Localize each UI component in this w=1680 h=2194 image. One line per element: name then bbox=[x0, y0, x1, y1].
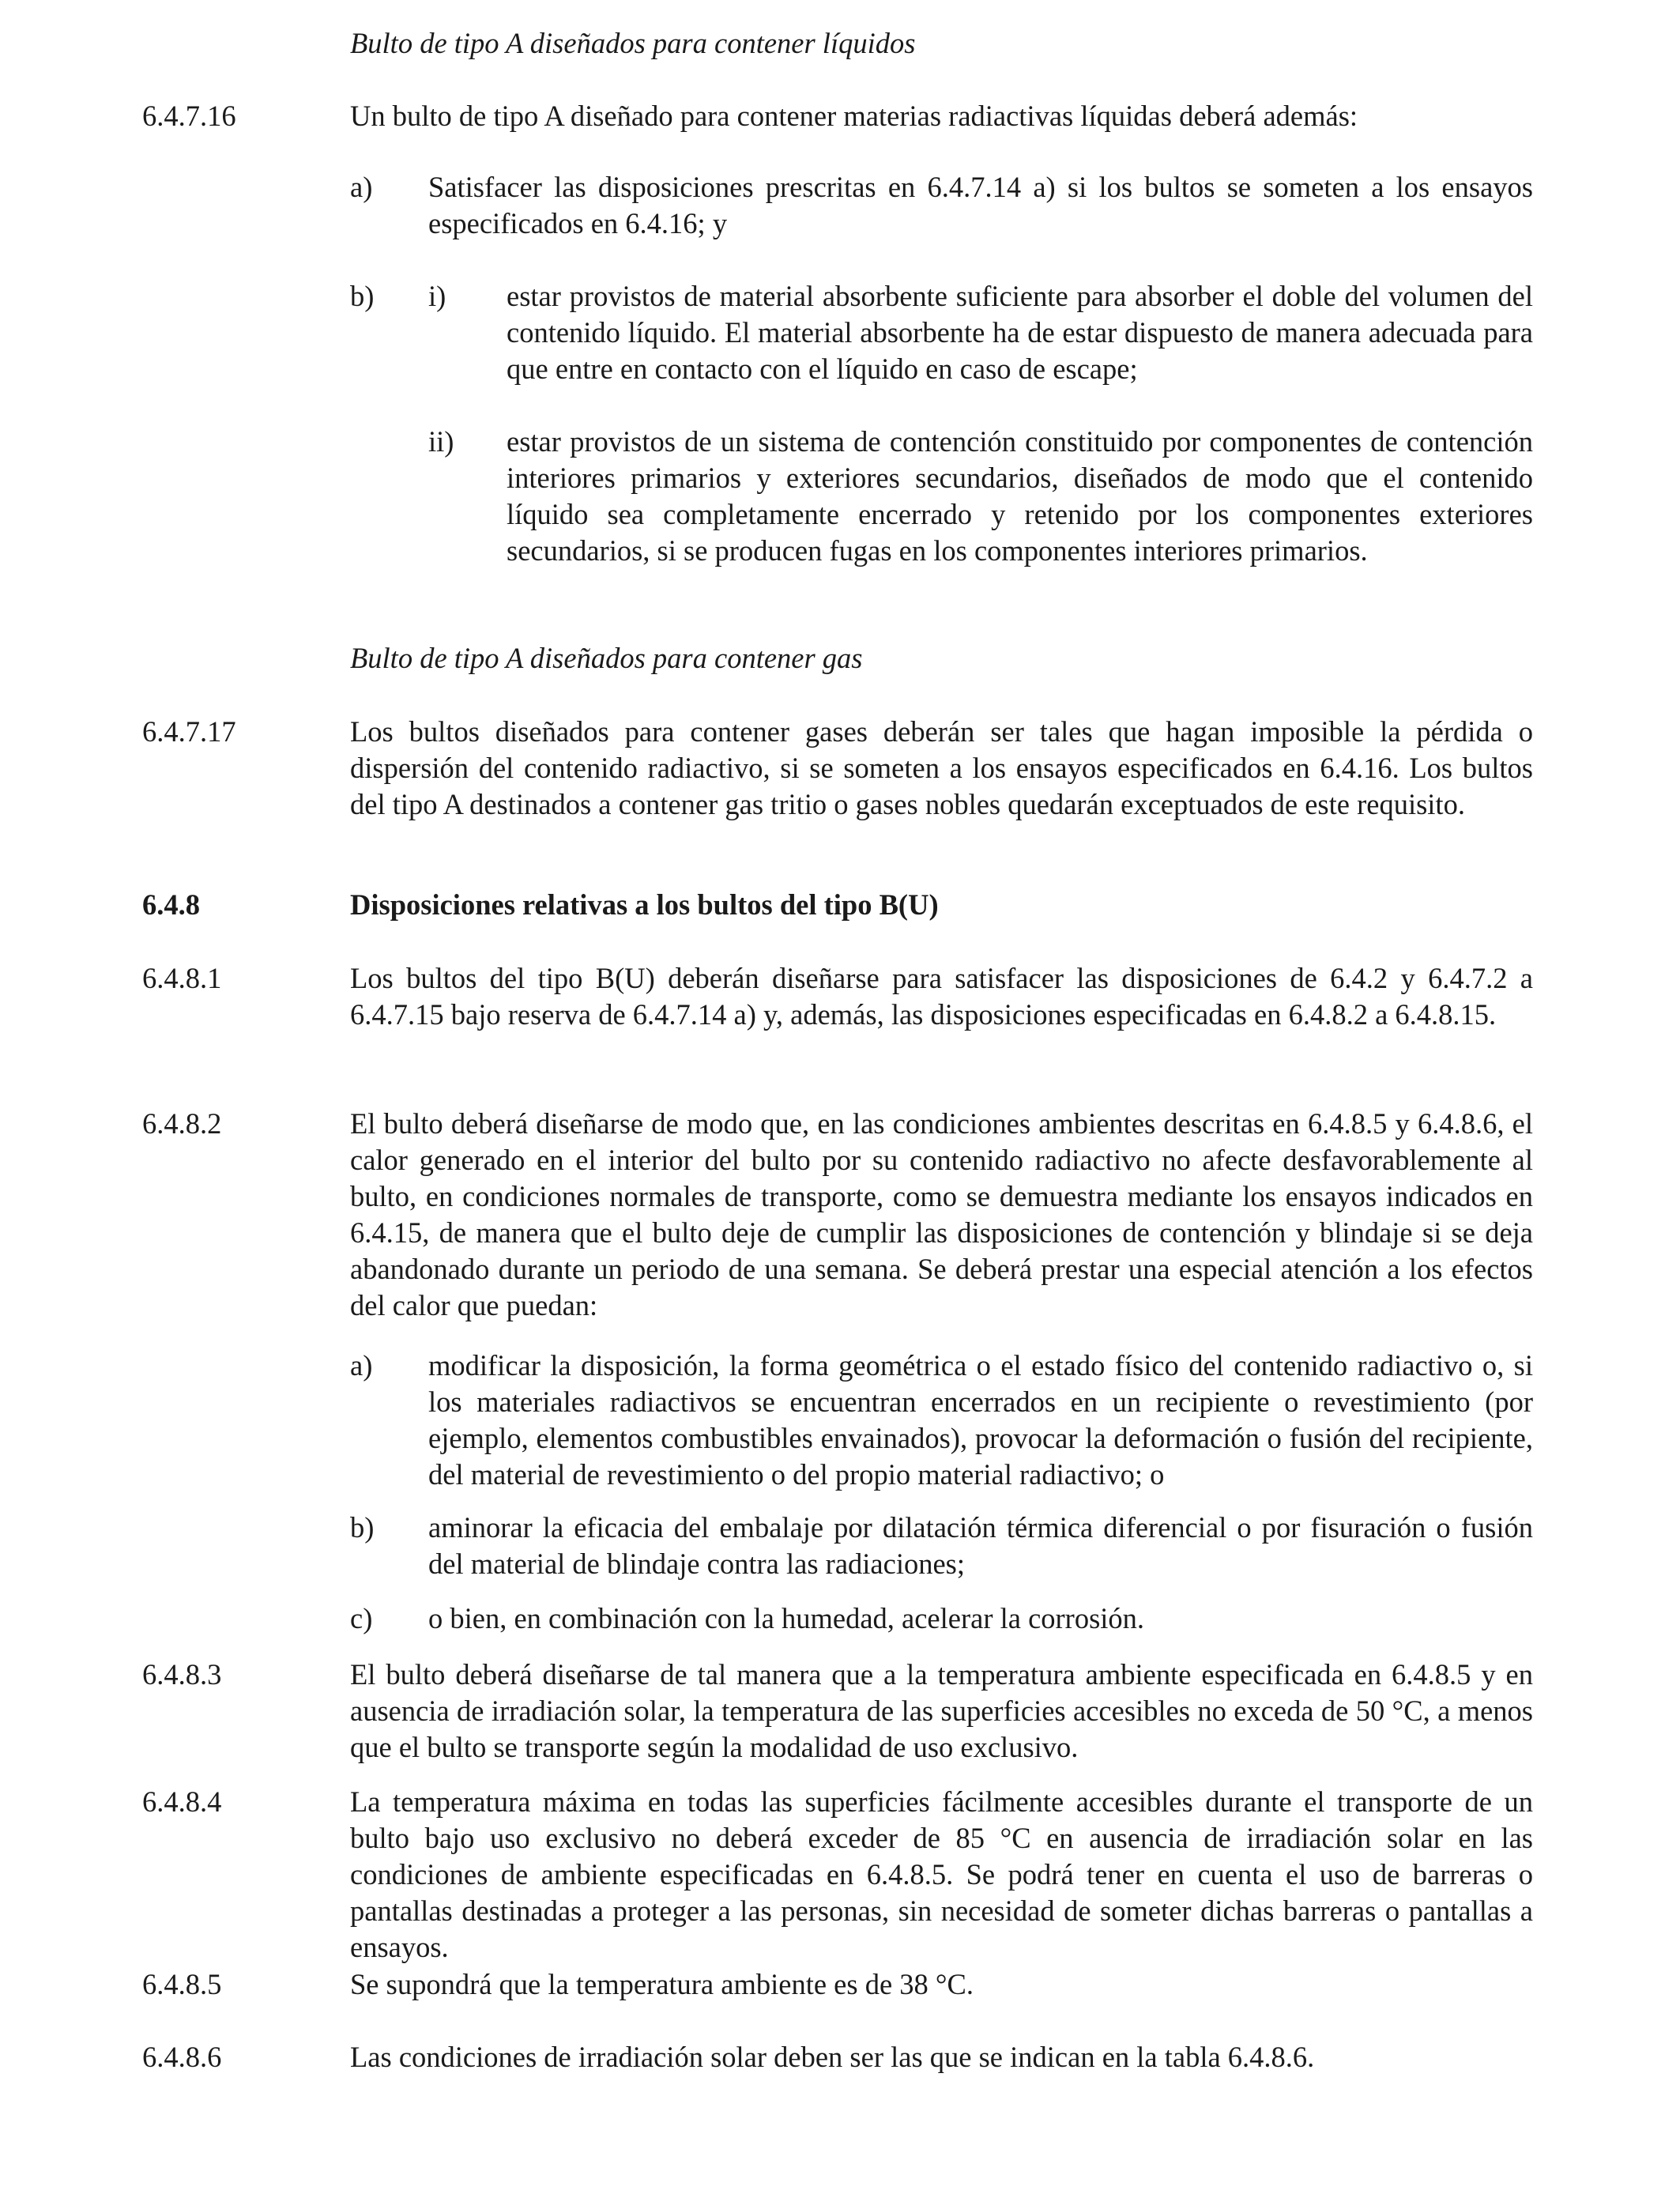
list-item-b bbox=[350, 1510, 1533, 1582]
paragraph-text: Un bulto de tipo A diseñado para contener materias radiactivas líquidas deberá además: bbox=[350, 100, 1358, 132]
paragraph-6-4-8-2 bbox=[142, 1106, 1533, 1324]
list-text: aminorar la eficacia del embalaje por dilatación térmica diferencial o por fisuración o fusión del material de blindaje contra las radiaciones; bbox=[428, 1511, 1533, 1580]
list-item-a bbox=[350, 1348, 1533, 1493]
paragraph-6-4-8-5 bbox=[142, 1966, 1533, 2003]
sublist-label: i) bbox=[428, 280, 446, 312]
sublist-label: ii) bbox=[428, 425, 454, 458]
paragraph-6-4-8-3 bbox=[142, 1657, 1533, 1766]
paragraph-number: 6.4.8.1 bbox=[142, 962, 222, 994]
paragraph-number: 6.4.8.3 bbox=[142, 1658, 222, 1691]
section-title: Disposiciones relativas a los bultos del tipo B(U) bbox=[350, 888, 939, 921]
paragraph-number: 6.4.8.5 bbox=[142, 1968, 222, 2000]
list-item-a bbox=[350, 169, 1533, 242]
list-text: o bien, en combinación con la humedad, acelerar la corrosión. bbox=[428, 1602, 1145, 1634]
paragraph-text: Los bultos diseñados para contener gases deberán ser tales que hagan imposible la pérdida o dispersión del contenido radiactivo, si se someten a los ensayos especificados en 6.4.16. Los bultos del tipo A destinados a contener gas tritio o gases nobles quedarán exceptuados de este requisito. bbox=[350, 715, 1533, 820]
paragraph-6-4-7-16 bbox=[142, 98, 1533, 134]
paragraph-number: 6.4.8.6 bbox=[142, 2041, 222, 2073]
paragraph-6-4-8-6 bbox=[142, 2039, 1533, 2075]
list-label: b) bbox=[350, 1511, 375, 1544]
paragraph-6-4-8-4 bbox=[142, 1784, 1533, 1966]
paragraph-text: Los bultos del tipo B(U) deberán diseñarse para satisfacer las disposiciones de 6.4.2 y 6.4.7.2 a 6.4.7.15 bajo reserva de 6.4.7.14 a) y, además, las disposiciones especificadas en 6.4.8.2 a 6.4.8.15. bbox=[350, 962, 1533, 1031]
list-item-b-i bbox=[350, 278, 1533, 387]
paragraph-text: El bulto deberá diseñarse de tal manera que a la temperatura ambiente especificada en 6.4.8.5 y en ausencia de irradiación solar, la temperatura de las superficies accesibles no exceda de 50 °C, a menos que el bulto se transporte según la modalidad de uso exclusivo. bbox=[350, 1658, 1533, 1763]
section-6-4-8 bbox=[142, 887, 1533, 923]
list-item-b-ii bbox=[428, 424, 1533, 569]
paragraph-number: 6.4.8.4 bbox=[142, 1785, 222, 1818]
paragraph-number: 6.4.8.2 bbox=[142, 1107, 222, 1140]
list-item-c bbox=[350, 1600, 1533, 1637]
paragraph-text: Las condiciones de irradiación solar deben ser las que se indican en la tabla 6.4.8.6. bbox=[350, 2041, 1315, 2073]
subheading-gas: Bulto de tipo A diseñados para contener gas bbox=[350, 642, 863, 674]
paragraph-text: La temperatura máxima en todas las superficies fácilmente accesibles durante el transporte de un bulto bajo uso exclusivo no deberá exceder de 85 °C en ausencia de irradiación solar en las condiciones de ambiente especificadas en 6.4.8.5. Se podrá tener en cuenta el uso de barreras o pantallas destinadas a proteger a las personas, sin necesidad de someter dichas barreras o pantallas a ensayos. bbox=[350, 1785, 1533, 1963]
list-label: c) bbox=[350, 1602, 373, 1634]
list-label: a) bbox=[350, 1349, 373, 1382]
paragraph-text: El bulto deberá diseñarse de modo que, en las condiciones ambientes descritas en 6.4.8.5 y 6.4.8.6, el calor generado en el interior del bulto por su contenido radiactivo no afecte desfavorablemente al bulto, en condiciones normales de transporte, como se demuestra mediante los ensayos indicados en 6.4.15, de manera que el bulto deje de cumplir las disposiciones de contención y blindaje si se deja abandonado durante un periodo de una semana. Se deberá prestar una especial atención a los efectos del calor que puedan: bbox=[350, 1107, 1533, 1321]
paragraph-number: 6.4.7.17 bbox=[142, 715, 236, 748]
list-text: modificar la disposición, la forma geométrica o el estado físico del contenido radiactivo o, si los materiales radiactivos se encuentran encerrados en un recipiente o revestimiento (por ejemplo, elementos combustibles envainados), provocar la deformación o fusión del recipiente, del material de revestimiento o del propio material radiactivo; o bbox=[428, 1349, 1533, 1491]
subheading-liquids: Bulto de tipo A diseñados para contener líquidos bbox=[350, 27, 916, 59]
paragraph-6-4-7-17 bbox=[142, 714, 1533, 823]
list-label: b) bbox=[350, 280, 375, 312]
list-label: a) bbox=[350, 171, 373, 203]
paragraph-6-4-8-1 bbox=[142, 960, 1533, 1033]
section-number: 6.4.8 bbox=[142, 888, 200, 921]
paragraph-text: Se supondrá que la temperatura ambiente es de 38 °C. bbox=[350, 1968, 974, 2000]
list-text: Satisfacer las disposiciones prescritas en 6.4.7.14 a) si los bultos se someten a los ensayos especificados en 6.4.16; y bbox=[428, 171, 1533, 239]
sublist-text: estar provistos de material absorbente suficiente para absorber el doble del volumen del contenido líquido. El material absorbente ha de estar dispuesto de manera adecuada para que entre en contacto con el líquido en caso de escape; bbox=[507, 280, 1533, 385]
paragraph-number: 6.4.7.16 bbox=[142, 100, 236, 132]
sublist-text: estar provistos de un sistema de contención constituido por componentes de contención interiores primarios y exteriores secundarios, diseñados de modo que el contenido líquido sea completamente encerrado y retenido por los componentes exteriores secundarios, si se producen fugas en los componentes interiores primarios. bbox=[507, 425, 1533, 567]
